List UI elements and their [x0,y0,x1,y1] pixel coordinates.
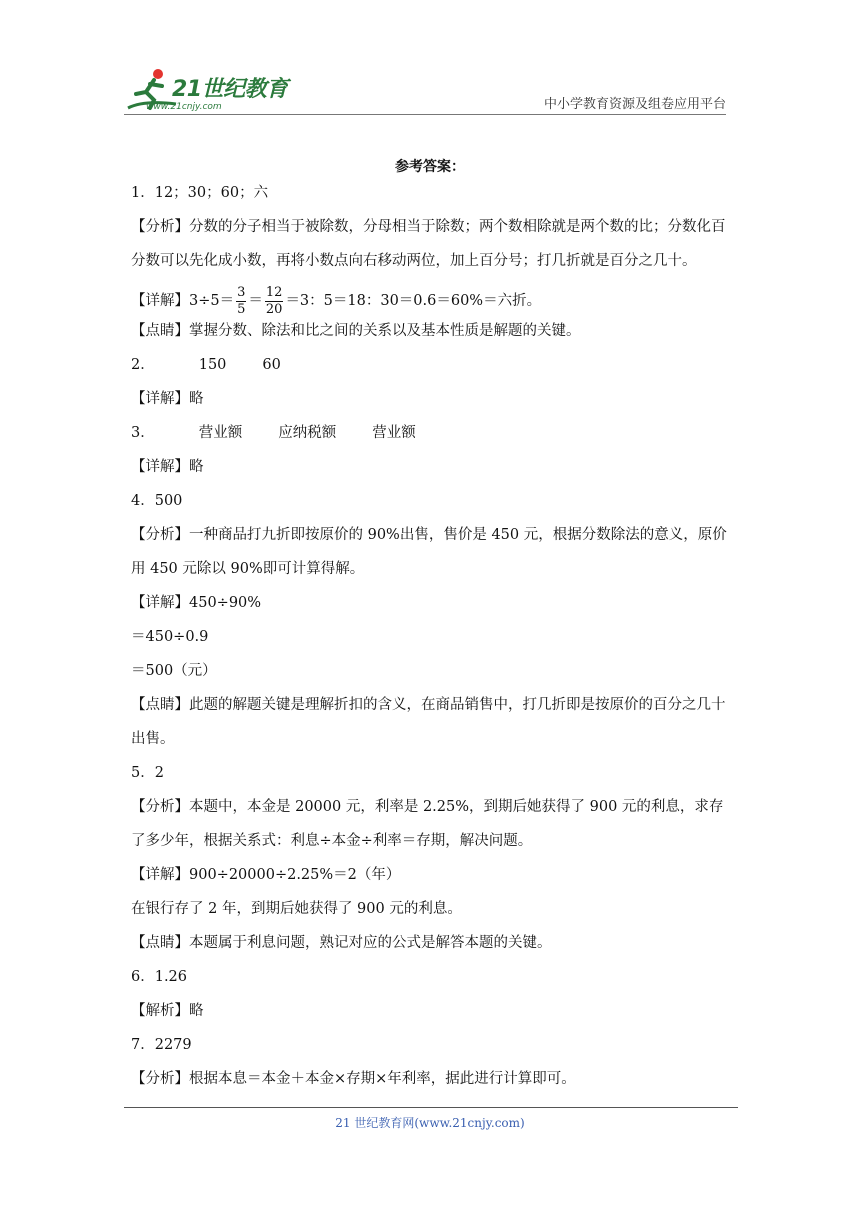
answer-value: 60 [262,357,281,373]
fraction-numerator: 12 [265,284,283,300]
page-title: 参考答案： [395,159,465,175]
detail-suffix: ＝3：5＝18：30＝0.6＝60%＝六折。 [285,293,542,309]
logo-text: 21世纪教育 [172,77,288,102]
logo [124,64,294,118]
page-header [124,60,726,118]
fraction [265,285,284,318]
logo-url: www.21cnjy.com [146,102,222,112]
answer-value: 营业额 [198,425,243,441]
answer-4: 4．500 [131,493,183,509]
footer-link[interactable]: 21 世纪教育网(www.21cnjy.com) [335,1116,525,1130]
answer-number: 2． [131,357,155,373]
answer-5-tip: 【点睛】本题属于利息问题，熟记对应的公式是解答本题的关键。 [131,935,552,951]
answer-number: 3． [131,425,155,441]
answer-1: 1．12；30；60；六 [131,185,269,201]
answer-6: 6．1.26 [131,969,188,985]
answer-5-detail: 【详解】900÷20000÷2.25%＝2（年） [131,867,401,883]
answer-1-detail [131,278,731,324]
answer-4-analysis: 【分析】一种商品打九折即按原价的 90%出售，售价是 450 元，根据分数除法的意义，原价用 450 元除以 90%即可计算得解。 [131,527,727,577]
answer-2-detail: 【详解】略 [131,391,204,407]
answer-3 [131,422,731,456]
header-platform-text: 中小学教育资源及组卷应用平台 [543,97,726,112]
header-divider [124,114,726,115]
answer-7-analysis: 【分析】根据本息＝本金＋本金×存期×年利率，据此进行计算即可。 [131,1071,576,1087]
equals-sign: ＝ [248,293,263,309]
answer-4-detail: 【详解】450÷90% [131,595,262,611]
answer-content [131,182,731,1102]
fraction [236,285,246,318]
answer-3-detail: 【详解】略 [131,459,204,475]
answer-value: 营业额 [372,425,416,441]
fraction-numerator: 3 [237,284,246,300]
answer-5-conclusion: 在银行存了 2 年，到期后她获得了 900 元的利息。 [131,901,462,917]
fraction-denominator: 5 [237,301,246,317]
answer-value: 150 [198,357,227,373]
answer-6-analysis: 【解析】略 [131,1003,204,1019]
answer-5-analysis: 【分析】本题中，本金是 20000 元，利率是 2.25%，到期后她获得了 900 元的利息，求存了多少年，根据关系式：利息÷本金÷利率＝存期，解决问题。 [131,799,724,849]
detail-prefix: 【详解】3÷5＝ [131,293,235,309]
answer-1-tip: 【点睛】掌握分数、除法和比之间的关系以及基本性质是解题的关键。 [131,323,581,339]
answer-7: 7．2279 [131,1037,192,1053]
footer-divider [124,1107,738,1108]
answer-5: 5．2 [131,765,164,781]
answer-4-step: ＝500（元） [131,663,217,679]
answer-value: 应纳税额 [278,425,337,441]
answer-1-analysis: 【分析】分数的分子相当于被除数，分母相当于除数；两个数相除就是两个数的比；分数化百分数可以先化成小数，再将小数点向右移动两位，加上百分号；打几折就是百分之几十。 [131,219,726,269]
fraction-denominator: 20 [265,301,283,317]
answer-4-tip: 【点睛】此题的解题关键是理解折扣的含义，在商品销售中，打几折即是按原价的百分之几十出售。 [131,697,726,747]
answer-2 [131,354,731,388]
answer-4-step: ＝450÷0.9 [131,629,209,645]
